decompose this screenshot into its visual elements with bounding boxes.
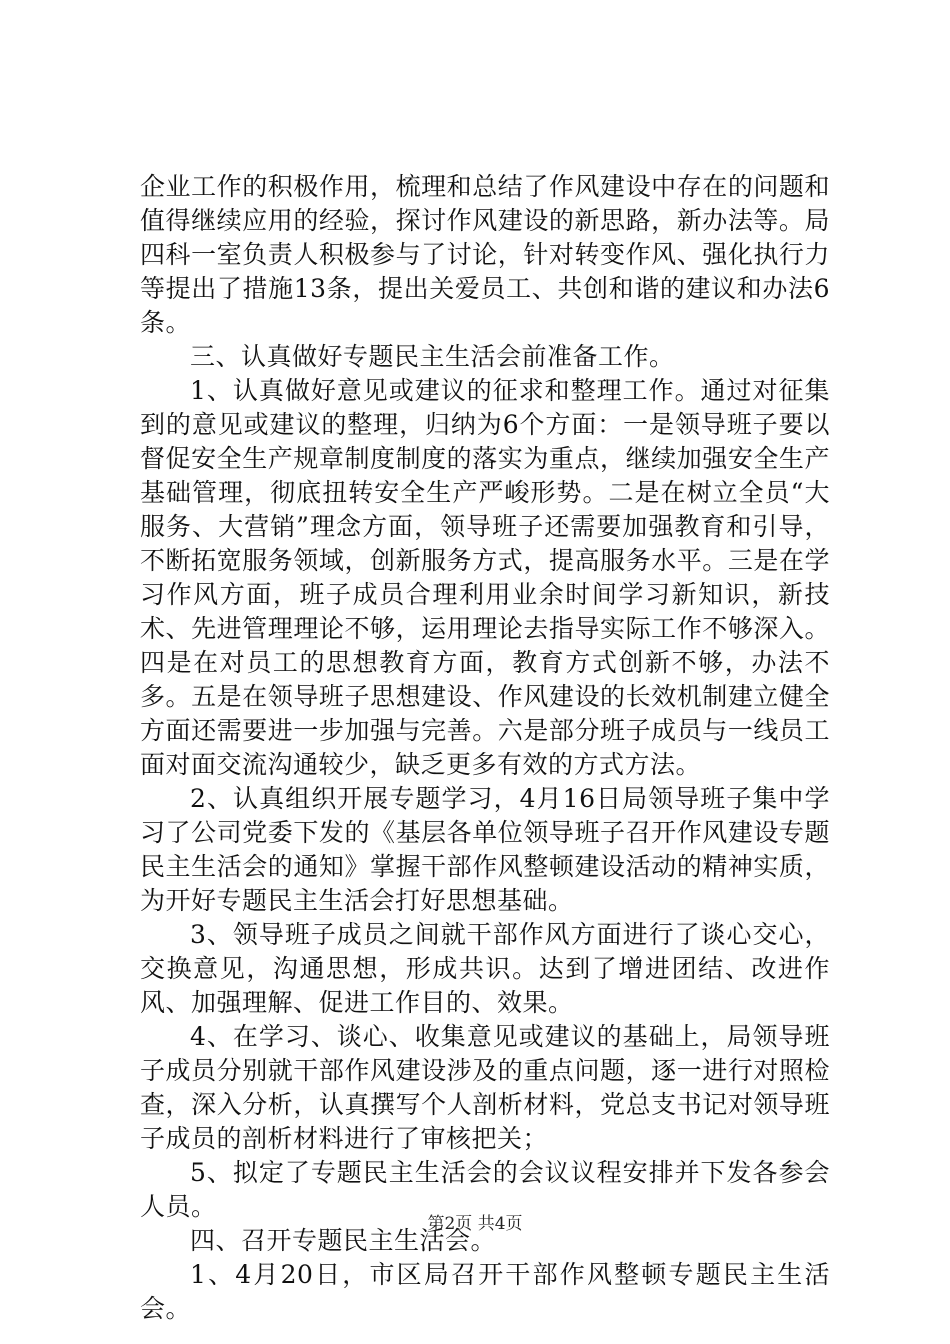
section-heading-four: 四、召开专题民主生活会。 — [190, 1226, 497, 1255]
page-footer: 第2页 共4页 — [427, 1214, 523, 1234]
paragraph-item-2: 2、认真组织开展专题学习，4月16日局领导班子集中学习了公司党委下发的《基层各单位领导班子召开作风建设专题民主生活会的通知》掌握干部作风整顿建设活动的精神实质，为开好专题民主生活会打好思想基础。 — [140, 784, 830, 915]
paragraph-item-5: 5、拟定了专题民主生活会的会议议程安排并下发各参会人员。 — [140, 1158, 830, 1221]
paragraph-meeting-item-1: 1、4月20日，市区局召开干部作风整顿专题民主生活会。 — [140, 1260, 830, 1323]
paragraph-item-4: 4、在学习、谈心、收集意见或建议的基础上，局领导班子成员分别就干部作风建设涉及的重点问题，逐一进行对照检查，深入分析，认真撰写个人剖析材料，党总支书记对领导班子成员的剖析材料进行了审核把关； — [140, 1022, 830, 1153]
section-heading-three: 三、认真做好专题民主生活会前准备工作。 — [190, 342, 675, 371]
paragraph-continuation: 企业工作的积极作用，梳理和总结了作风建设中存在的问题和值得继续应用的经验，探讨作风建设的新思路，新办法等。局四科一室负责人积极参与了讨论，针对转变作风、强化执行力等提出了措施13条，提出关爱员工、共创和谐的建议和办法6条。 — [140, 172, 830, 337]
document-body — [140, 170, 830, 1326]
paragraph-item-3: 3、领导班子成员之间就干部作风方面进行了谈心交心，交换意见，沟通思想，形成共识。达到了增进团结、改进作风、加强理解、促进工作目的、效果。 — [140, 920, 830, 1017]
paragraph-item-1: 1、认真做好意见或建议的征求和整理工作。通过对征集到的意见或建议的整理，归纳为6个方面：一是领导班子要以督促安全生产规章制度制度的落实为重点，继续加强安全生产基础管理，彻底扭转安全生产严峻形势。二是在树立全员“大服务、大营销”理念方面，领导班子还需要加强教育和引导，不断拓宽服务领域，创新服务方式，提高服务水平。三是在学习作风方面，班子成员合理利用业余时间学习新知识，新技术、先进管理理论不够，运用理论去指导实际工作不够深入。四是在对员工的思想教育方面，教育方式创新不够，办法不多。五是在领导班子思想建设、作风建设的长效机制建立健全方面还需要进一步加强与完善。六是部分班子成员与一线员工面对面交流沟通较少，缺乏更多有效的方式方法。 — [140, 376, 830, 779]
